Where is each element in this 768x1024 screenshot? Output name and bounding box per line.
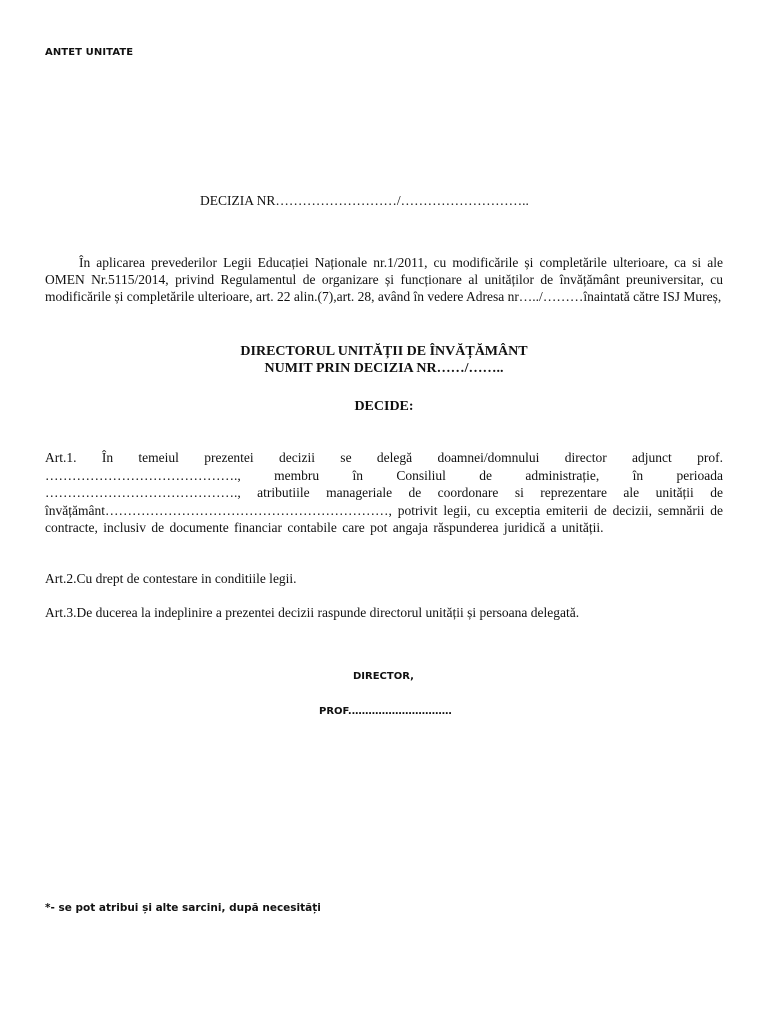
signature-name: PROF.………………………… [319, 706, 452, 717]
footnote: *- se pot atribui și alte sarcini, după necesități [45, 902, 321, 914]
article-2: Art.2.Cu drept de contestare in conditiile legii. [45, 571, 297, 586]
decision-title: DECIZIA NR………………………/……………………….. [200, 193, 529, 208]
director-title-line2: NUMIT PRIN DECIZIA NR……/…….. [264, 361, 504, 376]
preamble-paragraph: În aplicarea prevederilor Legii Educației Naționale nr.1/2011, cu modificările și completările ulterioare, ca si ale OMEN Nr.5115/2014, privind Regulamentul de organizare și funcționare al unităților de învățământ preuniversitar, cu modificările și completările ulterioare, art. 22 alin.(7),art. 28, având în vedere Adresa nr…../………înaintată către ISJ Mureș, [45, 255, 723, 304]
decide-heading: DECIDE: [354, 399, 414, 414]
director-title [45, 343, 723, 377]
article-1: Art.1. În temeiul prezentei decizii se delegă doamnei/domnului director adjunct prof. ……………………………………., membru în Consiliul de administrație, în perioada ……………………………………., atributiile manageriale de coordonare si reprezentare ale unității de învățământ………………………………………………………, potrivit legii, cu exceptia emiterii de decizii, semnării de contracte, inclusiv de documente financiar contabile care pot angaja răspunderea juridică a unității. [45, 450, 723, 535]
signature-title: DIRECTOR, [353, 671, 414, 682]
article-3: Art.3.De ducerea la indeplinire a prezentei decizii raspunde directorul unității și persoana delegată. [45, 605, 580, 620]
director-title-line1: DIRECTORUL UNITĂȚII DE ÎNVĂȚĂMÂNT [240, 344, 528, 359]
header-label: ANTET UNITATE [45, 47, 134, 58]
